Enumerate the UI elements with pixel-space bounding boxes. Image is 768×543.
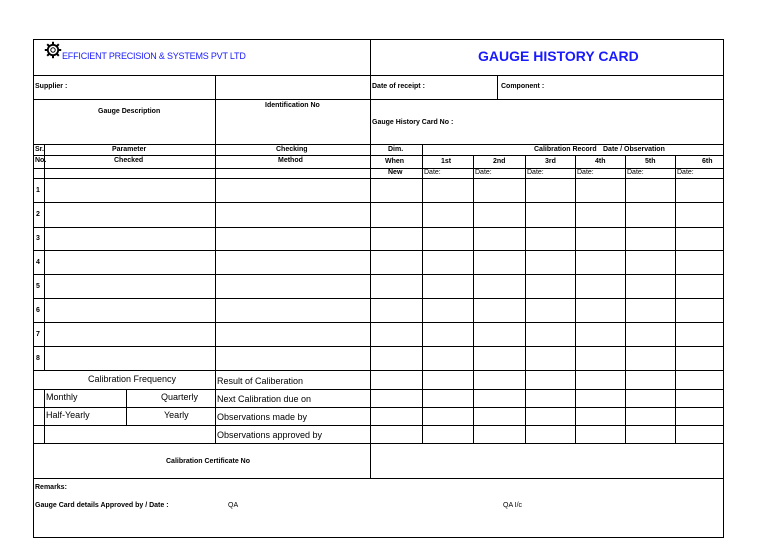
qa-ic-label: QA I/c [503,502,523,509]
col-parameter: Parameter [112,146,147,153]
date-4th: Date: [577,169,594,176]
supplier-label: Supplier : [35,83,68,90]
gear-icon [44,41,62,59]
gauge-description-label: Gauge Description [98,108,161,115]
col-cal-1st: 1st [441,158,452,165]
calibration-frequency-label: Calibration Frequency [88,374,177,384]
calibration-certificate-no-label: Calibration Certificate No [166,458,251,465]
col-dim: Dim. [388,146,404,153]
frequency-quarterly: Quarterly [161,392,199,402]
qa-label: QA [228,502,239,509]
remarks-label: Remarks: [35,484,67,491]
date-3rd: Date: [527,169,544,176]
row-number: 5 [36,283,40,290]
gauge-history-card-no-label: Gauge History Card No : [372,119,454,126]
col-checking: Checking [276,146,308,153]
component-label: Component : [501,83,545,90]
observations-made-by-label: Observations made by [217,412,308,422]
col-sr: Sr. [35,146,44,153]
frequency-half-yearly: Half-Yearly [46,410,90,420]
result-of-calibration-label: Result of Caliberation [217,376,304,386]
date-5th: Date: [627,169,644,176]
col-cal-6th: 6th [702,158,713,165]
date-1st: Date: [424,169,441,176]
row-number: 8 [36,355,40,362]
col-cal-5th: 5th [645,158,656,165]
calibration-record-label: Calibration Record [534,146,597,153]
date-observation-label: Date / Observation [603,146,665,153]
company-name: EFFICIENT PRECISION & SYSTEMS PVT LTD [62,51,246,61]
date-of-receipt-label: Date of receipt : [372,83,425,90]
row-number: 1 [36,187,40,194]
approved-by-label: Gauge Card details Approved by / Date : [35,502,169,509]
col-when: When [385,158,405,165]
row-number: 4 [36,259,40,266]
date-2nd: Date: [475,169,492,176]
date-6th: Date: [677,169,694,176]
row-number: 7 [36,331,40,338]
card-title: GAUGE HISTORY CARD [478,48,639,64]
next-calibration-due-label: Next Calibration due on [217,394,312,404]
col-cal-4th: 4th [595,158,606,165]
col-no: No. [35,157,47,164]
col-cal-3rd: 3rd [545,158,556,165]
col-new: New [388,169,403,176]
col-method: Method [278,157,303,164]
frequency-yearly: Yearly [164,410,189,420]
observations-approved-by-label: Observations approved by [217,430,323,440]
row-number: 6 [36,307,40,314]
row-number: 3 [36,235,40,242]
frequency-monthly: Monthly [46,392,78,402]
identification-no-label: Identification No [265,102,320,109]
col-cal-2nd: 2nd [493,158,506,165]
row-number: 2 [36,211,40,218]
col-checked: Checked [114,157,144,164]
